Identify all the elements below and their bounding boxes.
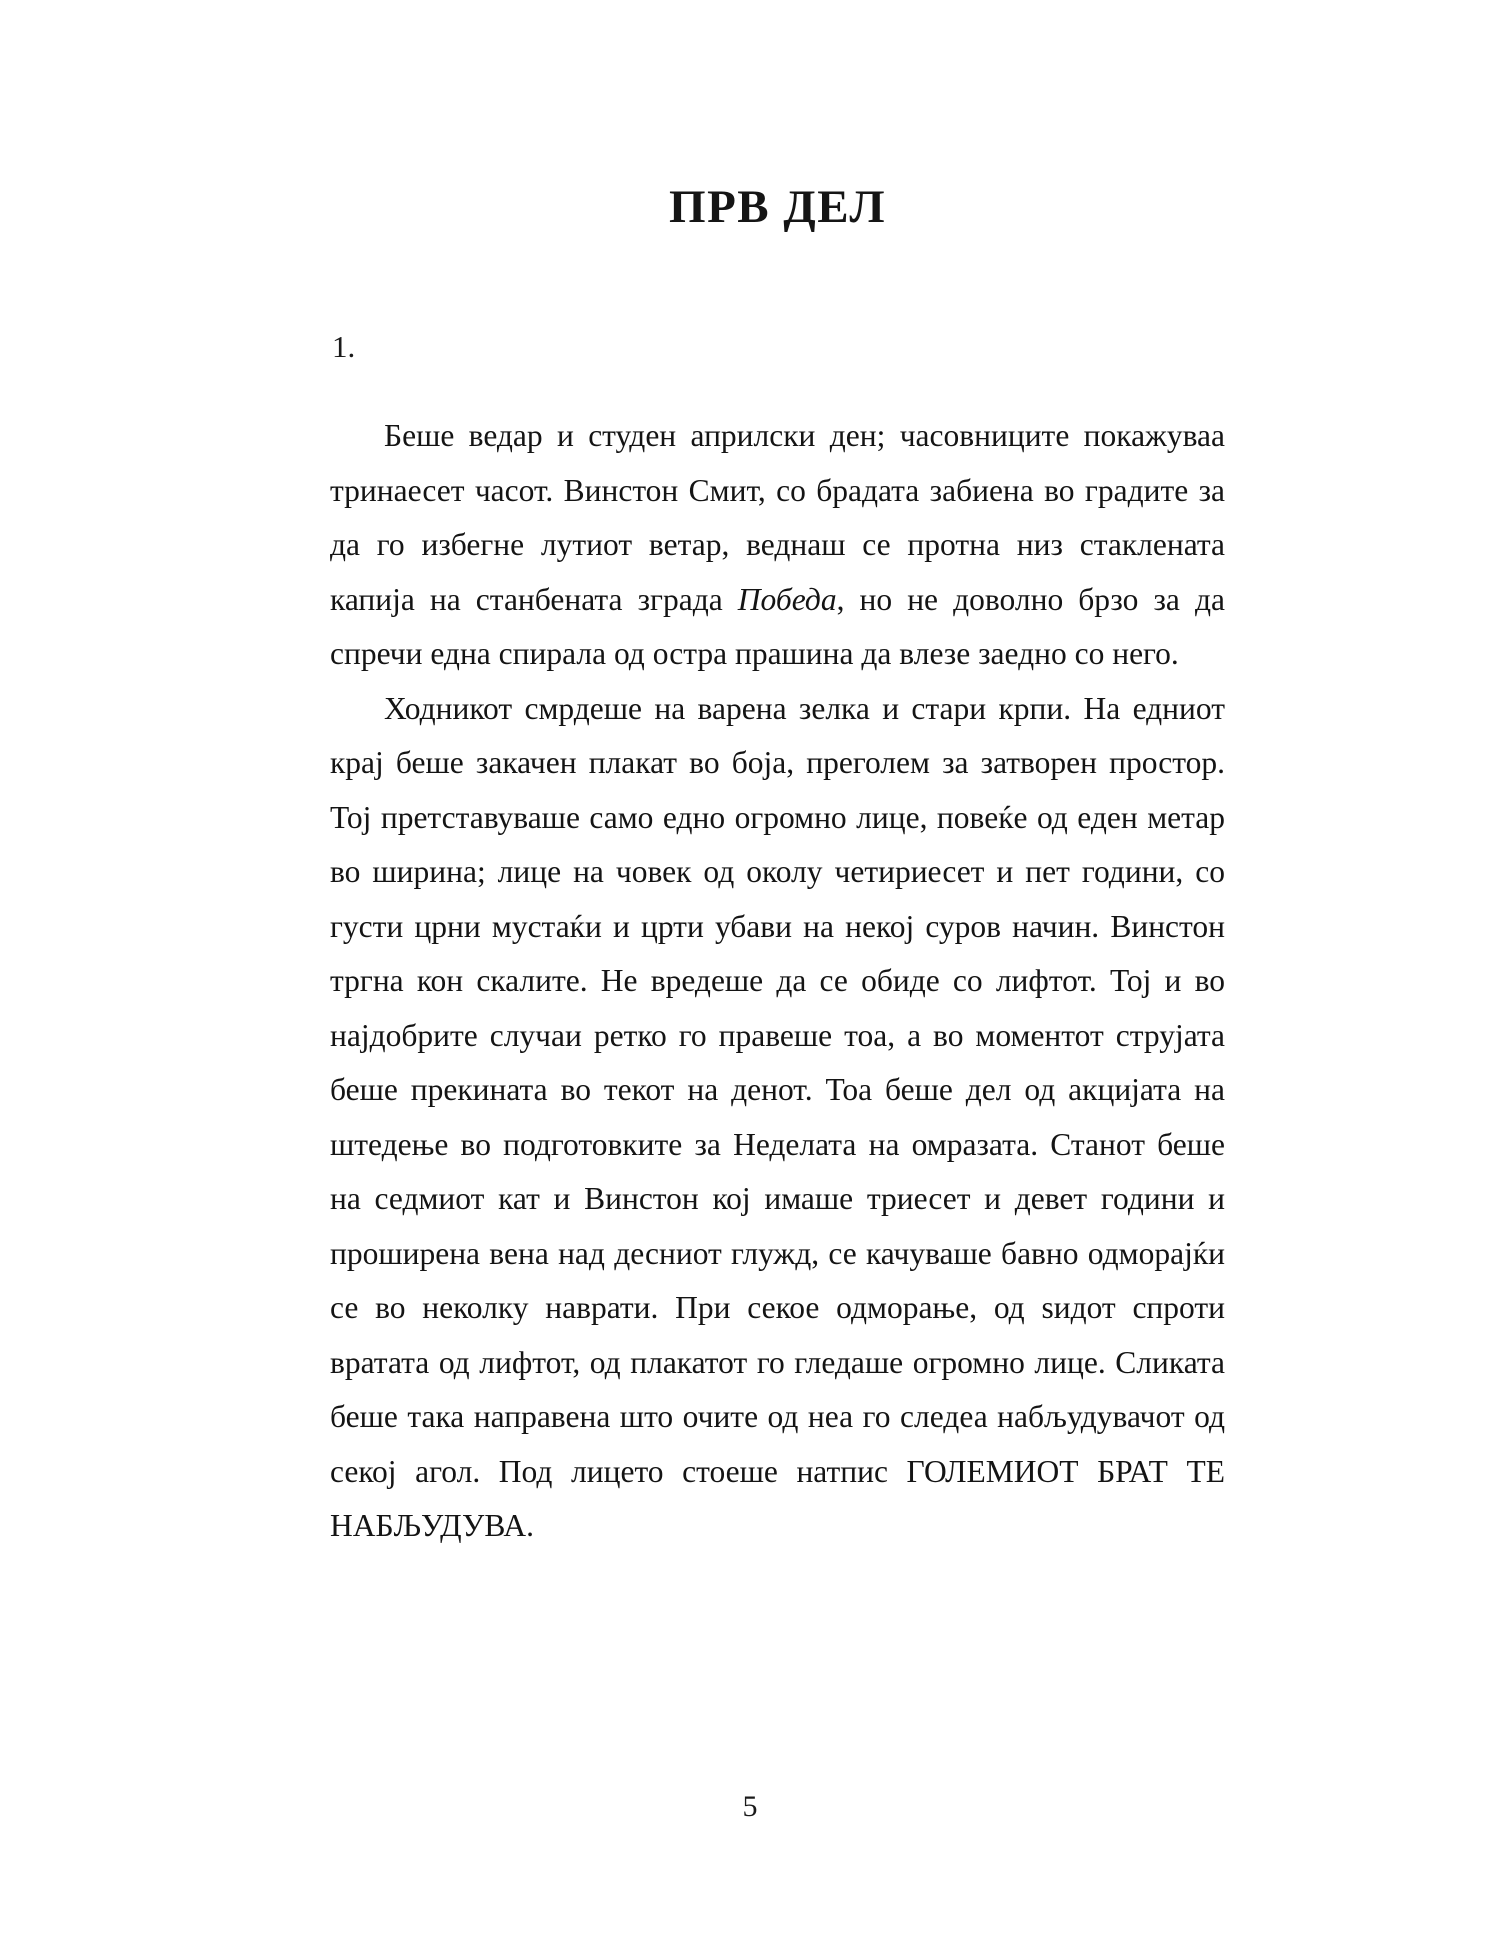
paragraph-1-text-before-italic: Беше ведар и студен априлски ден; часовниците покажуваа тринаесет часот. Винстон Смит, со брадата забиена во градите за да го избегне лутиот ветар, веднаш се протна низ стаклената капија на станбената зграда (330, 418, 1225, 617)
chapter-number: 1. (332, 329, 356, 364)
paragraph-1 (330, 409, 1225, 682)
part-title: ПРВ ДЕЛ (669, 181, 886, 233)
paragraph-2: Ходникот смрдеше на варена зелка и стари крпи. На едниот крај беше закачен плакат во боја, преголем за затворен простор. Тој претставуваше само едно огромно лице, повеќе од еден метар во ширина; лице на човек од околу четириесет и пет години, со густи црни мустаќи и црти убави на некој суров начин. Винстон тргна кон скалите. Не вредеше да се обиде со лифтот. Тој и во најдобрите случаи ретко го правеше тоа, а во моментот струјата беше прекината во текот на денот. Тоа беше дел од акцијата на штедење во подготовките за Неделата на омразата. Станот беше на седмиот кат и Винстон кој имаше триесет и девет години и проширена вена над десниот глужд, се качуваше бавно одморајќи се во неколку наврати. При секое одморање, од ѕидот спроти вратата од лифтот, од плакатот го гледаше огромно лице. Сликата беше така направена што очите од неа го следеа набљудувачот од секој агол. Под лицето стоеше натпис ГОЛЕМИОТ БРАТ ТЕ НАБЉУДУВА. (330, 690, 1225, 1543)
page-number: 5 (742, 1790, 758, 1823)
paragraph-1-text-after-italic: , но не доволно брзо за да спречи една спирала од остра прашина да влезе заедно со него. (330, 581, 1225, 671)
book-title-pobeda: Победа (737, 581, 837, 617)
body-copy (330, 365, 1225, 1554)
page-content (330, 0, 1225, 1554)
